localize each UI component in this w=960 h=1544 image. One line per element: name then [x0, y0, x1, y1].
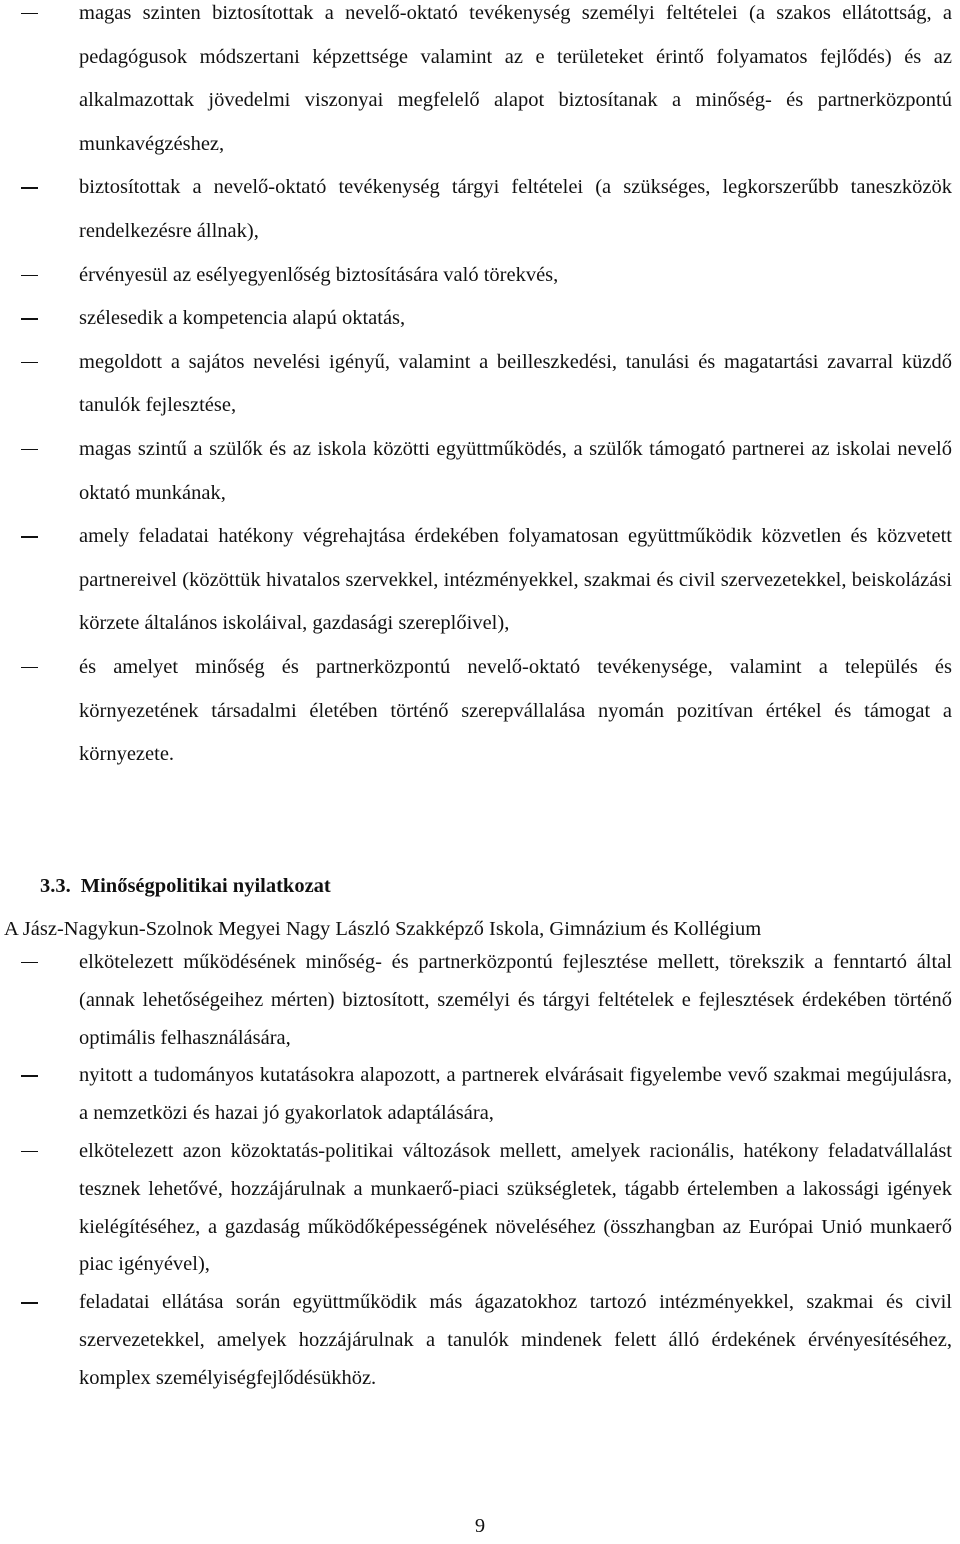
list-item	[0, 1057, 956, 1133]
dash-bullet-icon	[21, 1151, 38, 1152]
list-item	[0, 254, 956, 298]
list-item-text: megoldott a sajátos nevelési igényű, valamint a beilleszkedési, tanulási és magatartási zavarral küzdő tanulók fejlesztése,	[79, 350, 952, 417]
dash-bullet-icon	[21, 275, 38, 276]
page-number: 9	[474, 1515, 486, 1537]
dash-bullet-icon	[21, 962, 38, 963]
list-item-text: elkötelezett működésének minőség- és partnerközpontú fejlesztése mellett, törekszik a fenntartó által (annak lehetőségeihez mérten) biztosított, személyi és tárgyi feltételek e fejlesztések érdekében történő optimális felhasználására,	[79, 951, 952, 1049]
list-item	[0, 428, 956, 515]
list-item	[0, 646, 956, 777]
list-item-text: amely feladatai hatékony végrehajtása érdekében folyamatosan együttműködik közvetlen és közvetett partnereivel (közöttük hivatalos szervekkel, intézményekkel, szakmai és civil szervezetekkel, beiskolázási körzete általános iskoláival, gazdasági szereplőivel),	[79, 525, 952, 635]
list-item-text: magas szintű a szülők és az iskola közötti együttműködés, a szülők támogató partnerei az iskolai nevelő oktató munkának,	[79, 437, 952, 504]
dash-bullet-icon	[21, 362, 38, 363]
list-item	[0, 297, 956, 341]
list-item-text: szélesedik a kompetencia alapú oktatás,	[79, 307, 406, 330]
dash-bullet-icon	[21, 1302, 38, 1303]
list-item	[0, 944, 956, 1057]
list-item	[0, 341, 956, 428]
dash-bullet-icon	[21, 667, 38, 668]
list-item-text: elkötelezett azon közoktatás-politikai változások mellett, amelyek racionális, hatékony feladatvállalást tesznek lehetővé, hozzájárulnak a munkaerő-piaci szükségletek, tágabb értelemben a lakossági igények kielégítéséhez, a gazdaság működőképességének növeléséhez (összhangban az Európai Unió munkaerő piac igényével),	[79, 1139, 952, 1276]
dash-bullet-icon	[21, 13, 38, 14]
section-title: Minőségpolitikai nyilatkozat	[80, 875, 331, 897]
list-item-text: nyitott a tudományos kutatásokra alapozott, a partnerek elvárásait figyelembe vevő szakmai megújulásra, a nemzetközi és hazai jó gyakorlatok adaptálására,	[79, 1064, 952, 1125]
section-heading	[40, 868, 331, 904]
list-item-text: feladatai ellátása során együttműködik más ágazatokhoz tartozó intézményekkel, szakmai és civil szervezetekkel, amelyek hozzájárulnak a tanulók mindenek felett álló érdekének érvényesítéséhez, komplex személyiségfejlődésükhöz.	[79, 1291, 952, 1389]
list-item-text: biztosítottak a nevelő-oktató tevékenység tárgyi feltételei (a szükséges, legkorszerűbb taneszközök rendelkezésre állnak),	[79, 176, 952, 242]
list-item	[0, 1284, 956, 1397]
dash-bullet-icon	[21, 449, 38, 450]
list-item	[0, 1133, 956, 1284]
list-item	[0, 166, 956, 253]
list-item	[0, 0, 956, 166]
list-item-text: és amelyet minőség és partnerközpontú nevelő-oktató tevékenysége, valamint a település és környezetének társadalmi életében történő szerepvállalása nyomán pozitívan értékel és támogat a környezete.	[79, 655, 952, 766]
commitments-list	[0, 944, 956, 1398]
dash-bullet-icon	[21, 187, 38, 188]
dash-bullet-icon	[21, 1075, 38, 1076]
list-item-text: magas szinten biztosítottak a nevelő-oktató tevékenység személyi feltételei (a szakos ellátottság, a pedagógusok módszertani képzettsége valamint az e területeket érintő folyamatos fejlődés) és az alkalmazottak jövedelmi viszonyai megfelelő alapot biztosítanak a minőség- és partnerközpontú munkavégzéshez,	[79, 2, 952, 155]
intro-paragraph: A Jász-Nagykun-Szolnok Megyei Nagy László Szakképző Iskola, Gimnázium és Kollégium	[4, 918, 762, 940]
list-item-text: érvényesül az esélyegyenlőség biztosítására való törekvés,	[79, 263, 559, 286]
dash-bullet-icon	[21, 536, 38, 537]
section-number: 3.3.	[40, 875, 71, 897]
dash-bullet-icon	[21, 318, 38, 319]
list-item	[0, 515, 956, 646]
